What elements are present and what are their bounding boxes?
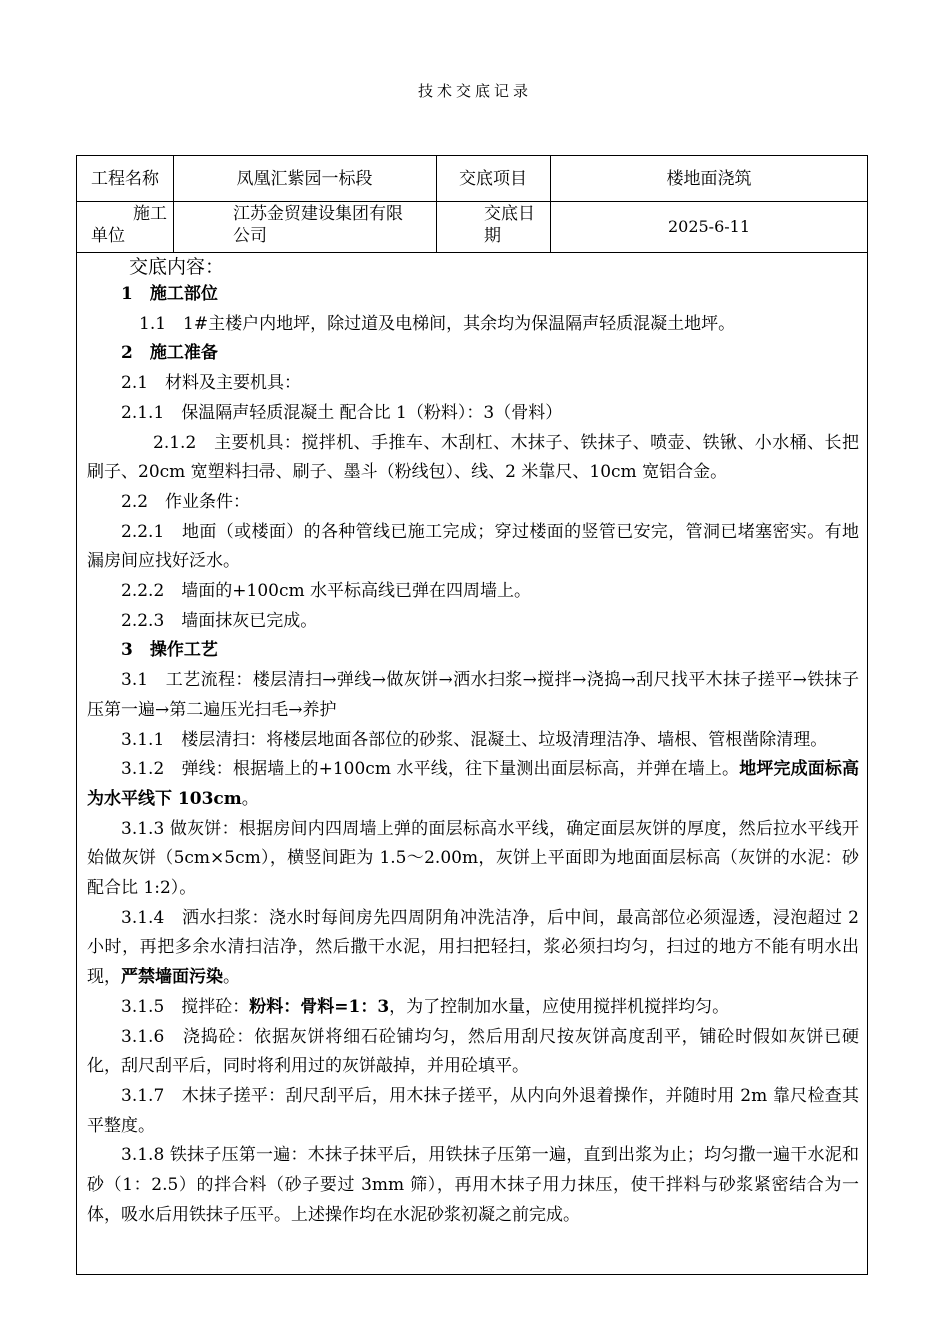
- clause-3-1: 3.1 工艺流程：楼层清扫→弹线→做灰饼→洒水扫浆→搅拌→浇捣→刮尺找平木抹子搓平→铁抹子压第一遍→第二遍压光扫毛→养护: [87, 670, 859, 720]
- clause-2-2-1: 2.2.1 地面（或楼面）的各种管线已施工完成；穿过楼面的竖管已安完，管洞已堵塞密实。有地漏房间应找好泛水。: [87, 521, 859, 572]
- section-2-title: 2 施工准备: [121, 343, 218, 364]
- construction-unit-label: [77, 201, 173, 252]
- clause-3-1-4-emphasis: 严禁墙面污染: [121, 967, 223, 988]
- clause-3-1-5: [87, 993, 859, 1023]
- project-name-label: 工程名称: [91, 168, 159, 189]
- construction-unit-value-line2: 公司: [233, 226, 267, 246]
- construction-unit-label-line1: 施工: [133, 204, 167, 224]
- row-divider: [77, 252, 867, 253]
- clause-2-1-2: 2.1.2 主要机具：搅拌机、手推车、木刮杠、木抹子、铁抹子、喷壶、铁锹、小水桶、长把刷子、20cm 宽塑料扫帚、刷子、墨斗（粉线包）、线、2 米靠尺、10cm 宽铝合金。: [87, 432, 859, 483]
- clause-2-2-3: 2.2.3 墙面抹灰已完成。: [121, 610, 318, 631]
- clause-3-1-5-text: 3.1.5 搅拌砼：: [121, 996, 250, 1017]
- page-title: 技术交底记录: [417, 82, 532, 100]
- project-name-value: 凤凰汇紫园一标段: [236, 168, 373, 189]
- clause-2-2-2: 2.2.2 墙面的+100cm 水平标高线已弹在四周墙上。: [121, 581, 531, 602]
- clause-3-1-1: 3.1.1 楼层清扫：将楼层地面各部位的砂浆、混凝土、垃圾清理洁净、墙根、管根凿除清理。: [121, 729, 828, 750]
- clause-3-1-2-end: 。: [241, 788, 259, 809]
- clause-3-1-2-emphasis: 地坪完成面标高为水平线下 103cm: [87, 759, 859, 809]
- clause-3-1-5-end: ，为了控制加水量，应使用搅拌机搅拌均匀。: [389, 996, 730, 1017]
- construction-unit-value-line1: 江苏金贸建设集团有限: [233, 204, 403, 224]
- clause-3-1-2: [87, 755, 859, 814]
- clause-3-1-8: 3.1.8 铁抹子压第一遍：木抹子抹平后，用铁抹子压第一遍，直到出浆为止；均匀撒一遍干水泥和砂（1：2.5）的拌合料（砂子要过 3mm 筛），再用木抹子用力抹压，使干拌料与砂浆紧密结合为一体，吸水后用铁抹子压平。上述操作均在水泥砂浆初凝之前完成。: [87, 1145, 859, 1225]
- disclosure-date-label-line1: 交底日: [484, 204, 535, 224]
- clause-2-2: 2.2 作业条件：: [121, 491, 251, 512]
- disclosure-item-label: 交底项目: [459, 168, 527, 189]
- clause-3-1-4: [87, 904, 859, 993]
- clause-3-1-2-text: 3.1.2 弹线：根据墙上的+100cm 水平线，往下量测出面层标高，并弹在墙上。: [121, 759, 740, 780]
- clause-3-1-6: 3.1.6 浇捣砼：依据灰饼将细石砼铺均匀，然后用刮尺按灰饼高度刮平，铺砼时假如灰饼已硬化，刮尺刮平后，同时将利用过的灰饼敲掉，并用砼填平。: [87, 1026, 859, 1077]
- content-heading: 交底内容：: [129, 256, 225, 278]
- clause-3-1-4-text: 3.1.4 洒水扫浆：浇水时每间房先四周阴角冲洗洁净，后中间，最高部位必须湿透，浸泡超过 2 小时，再把多余水清扫洁净，然后撒干水泥，用扫把轻扫，浆必须扫均匀，扫过的地方不能有明水出现，: [87, 907, 859, 988]
- construction-unit-value: [173, 201, 436, 252]
- clause-3-1-7: 3.1.7 木抹子搓平：刮尺刮平后，用木抹子搓平，从内向外退着操作，并随时用 2m 靠尺检查其平整度。: [87, 1085, 859, 1136]
- disclosure-table: [76, 155, 868, 1275]
- construction-unit-label-line2: 单位: [91, 226, 125, 246]
- disclosure-date-label: [436, 201, 550, 252]
- disclosure-date-value: 2025-6-11: [667, 216, 751, 236]
- disclosure-date-label-line2: 期: [484, 226, 501, 246]
- section-3-title: 3 操作工艺: [121, 640, 218, 661]
- clause-2-1-1: 2.1.1 保温隔声轻质混凝土 配合比 1（粉料）：3（骨料）: [121, 402, 563, 423]
- clause-1-1: 1.1 1#主楼户内地坪，除过道及电梯间，其余均为保温隔声轻质混凝土地坪。: [139, 313, 736, 334]
- disclosure-content: [87, 254, 859, 1231]
- clause-3-1-4-end: 。: [223, 967, 240, 988]
- clause-2-1: 2.1 材料及主要机具：: [121, 373, 302, 394]
- clause-3-1-5-emphasis: 粉料：骨料=1：3: [249, 996, 390, 1017]
- disclosure-item-value: 楼地面浇筑: [666, 168, 752, 189]
- clause-3-1-3: 3.1.3 做灰饼：根据房间内四周墙上弹的面层标高水平线，确定面层灰饼的厚度，然后拉水平线开始做灰饼（5cm×5cm），横竖间距为 1.5～2.00m，灰饼上平面即为地面面层标高（灰饼的水泥：砂配合比 1:2）。: [87, 818, 859, 899]
- section-1-title: 1 施工部位: [121, 284, 218, 304]
